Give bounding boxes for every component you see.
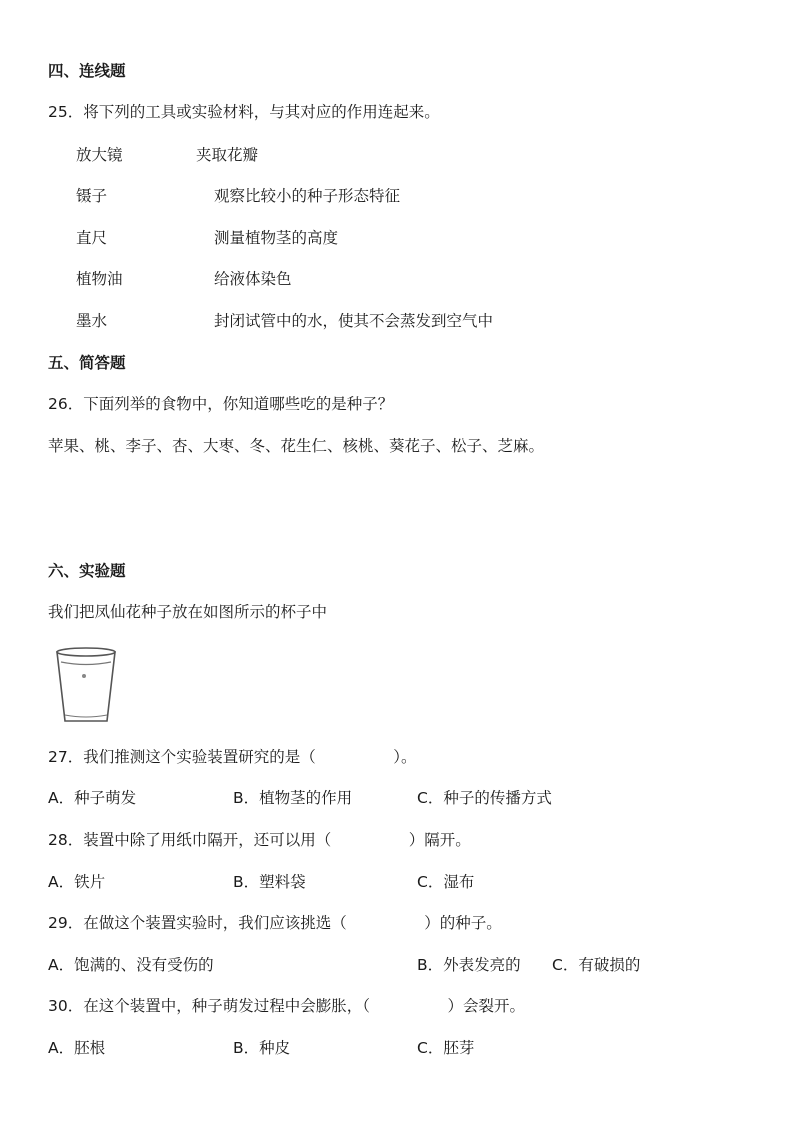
q29-option-a: A．饱满的、没有受伤的 [48, 956, 214, 974]
q30-option-a: A．胚根 [48, 1039, 106, 1057]
section-heading-matching: 四、连线题 [48, 62, 126, 80]
question-25: 25．将下列的工具或实验材料，与其对应的作用连起来。 [48, 103, 440, 121]
q27-option-b: B．植物茎的作用 [233, 789, 353, 807]
match-right-item: 封闭试管中的水，使其不会蒸发到空气中 [214, 312, 494, 330]
question-27: 27．我们推测这个实验装置研究的是（ ）。 [48, 748, 417, 766]
match-right-item: 观察比较小的种子形态特征 [214, 187, 401, 205]
food-list: 苹果、桃、李子、杏、大枣、冬、花生仁、核桃、葵花子、松子、芝麻。 [48, 437, 545, 455]
question-28: 28．装置中除了用纸巾隔开，还可以用（ ）隔开。 [48, 831, 471, 849]
match-left-item: 直尺 [76, 229, 108, 247]
q29-option-c: C．有破损的 [552, 956, 641, 974]
q30-option-c: C．胚芽 [417, 1039, 475, 1057]
match-right-item: 给液体染色 [214, 270, 292, 288]
q28-option-b: B．塑料袋 [233, 873, 306, 891]
match-right-item: 夹取花瓣 [196, 146, 259, 164]
q29-option-b: B．外表发亮的 [417, 956, 521, 974]
q28-option-c: C．湿布 [417, 873, 475, 891]
q27-option-c: C．种子的传播方式 [417, 789, 552, 807]
q27-option-a: A．种子萌发 [48, 789, 137, 807]
section-heading-experiment: 六、实验题 [48, 562, 126, 580]
question-29: 29．在做这个装置实验时，我们应该挑选（ ）的种子。 [48, 914, 502, 932]
question-26: 26．下面列举的食物中，你知道哪些吃的是种子？ [48, 395, 394, 413]
match-right-item: 测量植物茎的高度 [214, 229, 339, 247]
cup-icon [54, 645, 118, 725]
match-left-item: 放大镜 [76, 146, 123, 164]
match-left-item: 墨水 [76, 312, 108, 330]
experiment-intro: 我们把凤仙花种子放在如图所示的杯子中 [48, 603, 328, 621]
match-left-item: 镊子 [76, 187, 108, 205]
q30-option-b: B．种皮 [233, 1039, 291, 1057]
section-heading-short-answer: 五、简答题 [48, 354, 126, 372]
match-left-item: 植物油 [76, 270, 123, 288]
q28-option-a: A．铁片 [48, 873, 106, 891]
question-30: 30．在这个装置中，种子萌发过程中会膨胀，（ ）会裂开。 [48, 997, 525, 1015]
